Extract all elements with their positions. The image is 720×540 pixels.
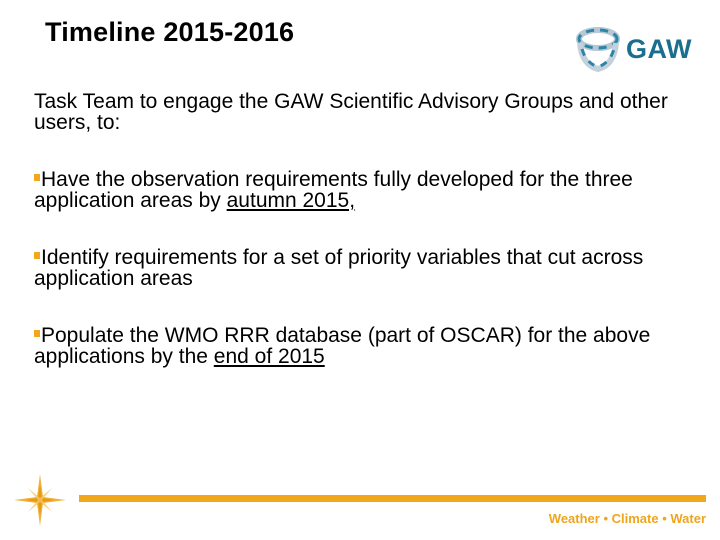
footer-accent-bar: [79, 495, 706, 502]
intro-text: Task Team to engage the GAW Scientific Advisory Groups and other users, to:: [34, 90, 668, 134]
footer-tagline: Weather • Climate • Water: [548, 511, 706, 526]
bullet-text: Populate the WMO RRR database (part of OSCAR) for the above applications by the: [34, 324, 651, 368]
gaw-globe-icon: [576, 25, 620, 73]
slide-body: [34, 91, 704, 403]
square-bullet-icon: [34, 330, 40, 337]
bullet-emphasis: autumn 2015,: [226, 189, 356, 212]
bullet-item: [34, 169, 704, 211]
bullet-text: Identify requirements for a set of priority variables that cut across application areas: [34, 246, 644, 290]
compass-star-icon: [12, 472, 68, 528]
square-bullet-icon: [34, 174, 40, 181]
bullet-text: Have the observation requirements fully developed for the three application areas by: [34, 168, 633, 212]
bullet-item: [34, 325, 704, 367]
bullet-item: [34, 247, 704, 289]
gaw-logo: [576, 22, 700, 76]
bullet-emphasis: end of 2015: [213, 345, 325, 368]
gaw-logo-text: GAW: [626, 33, 692, 64]
slide-title: Timeline 2015-2016: [45, 17, 295, 47]
square-bullet-icon: [34, 252, 40, 259]
